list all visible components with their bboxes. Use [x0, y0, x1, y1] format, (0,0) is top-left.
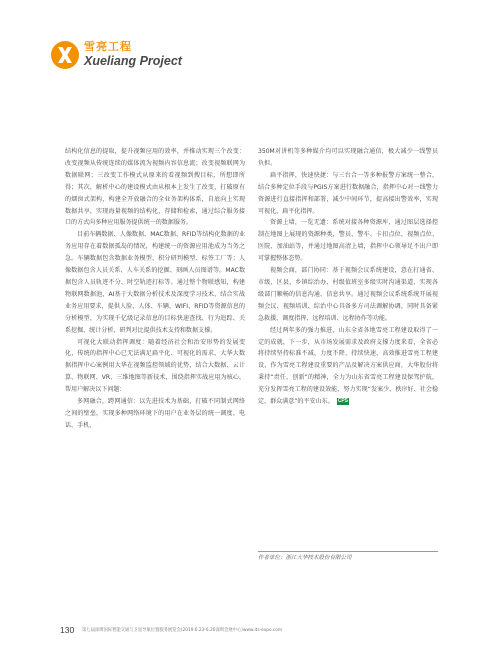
final-paragraph-text: 经过两年多的强力推进，山东全省各地雪亮工程建设取得了一定的成就，下一步，从市场发展需求及政府支撑力度来看，全省必将持续坚持标准不减、力度不降、持续快速、高效推进雪亮工程建设，作为雪亮工程建设重要的产品及解决方案供应商，大华股份将秉持“责任、创新”的精神，全力为山东省雪亮工程建设保驾护航，充分发挥雪亮工程的建设效能，努力实现“发案少、秩序好、社会稳定、群众满意”的平安山东。	[258, 326, 438, 406]
x-logo-icon	[50, 40, 80, 70]
author-divider	[258, 551, 438, 552]
brand-title-en: Xueliang Project	[84, 54, 182, 68]
body-paragraph-final	[258, 325, 438, 408]
right-text-column	[258, 146, 438, 408]
page-number: 130	[60, 625, 75, 635]
body-paragraph: 可视化大联动指挥调度：随着经济社会和治安形势的发展变化，传统的指挥中心已无法满足扁平化、可视化的需求，大华大数据指挥中心案例用大华在视频监控领域的优势，结合大数据、云计算、物联网、VR、三维地图等新技术，围绕指挥实战应用为核心，帮用户解决以下问题：	[65, 338, 245, 394]
body-paragraph: 目前车辆数据、人像数据、MAC数据、RFID等结构化数据的业务应用存在着数据孤岛的情况，构建统一的资源应用池成为当务之急。车辆数据包含数据业务模型、积分研判模型、标签工厂等；人像数据包含人员关系、人车关系的挖掘、刻画人员图谱等。MAC数据包含人员轨迹不分、时空轨迹打标等。通过整个物联感知，构建物联网数据池，AI基于大数据分析技术及深度学习技术，结合实战业务应用要求，提供人脸、人体、车辆、WIFI、RFID等资源信息的分析模型，为实现千亿级记录信息的目标快速查找、行为追踪、关系挖掘、统计分析、研判对比提供技术支持和数据支撑。	[65, 231, 245, 334]
body-paragraph: 350M对讲机等多种媒介均可以实现融合通信，极大减少一线警员负担。	[258, 148, 438, 167]
author-affiliation: 作者单位：浙江大华技术股份有限公司	[258, 555, 352, 561]
body-paragraph: 结构化信息的提取，提升视频应用的效率，并推动实现三个改变：改变视频从传统连续的媒体流为视频内容信息流；改变视频联网为数据联网；三改变工作模式从原来的看视频到搜目标，所想即所得；其次，解析中心的建设模式由从根本上发生了改变，打破原有的烟囱式架构，构建全开放融合的全业务架构体系，自底向上实现数据共享，实现海量视频的结构化、存储和检索，通过综合服务接口的方式向多种应用服务提供统一的数据服务。	[65, 148, 245, 227]
body-paragraph: 资源上墙，一览无遗：系统对接各种资源库，通过图层选择控制在地图上展现的资源种类，警员、警车、卡扣点位、视频点位、医院、加油站等，并通过地图高清上墙，指挥中心领导足不出户即可掌握整体态势。	[258, 219, 438, 263]
body-paragraph: 扁平指挥，快速快捷：与三台合一等多种报警方案统一整合，结合多种定位手段与PGIS方案进行数据融合，指挥中心对一线警力资源进行直接指挥和部署，减少中间环节，提高接出警效率，实现可视化、扁平化指挥。	[258, 171, 438, 215]
left-text-column	[65, 146, 245, 432]
footer-text: 第七届深圳国际智能交通与卫星导航位置服务展览会(2019.6.23-6.26深圳会展中心)www.its-expo.com	[82, 628, 283, 633]
body-paragraph: 视频会商，部门协同：基于视频会议系统建设，意在打通省、市级、区县、乡镇综治办、村级值班室多级实时沟通渠道，实现各级部门顺畅的信息沟通、信息共享。通过视频会议系统系统开展视频会议、视频培训、综治中心具备多方司法调解协调，同时具备紧急救援、调度指挥、远程培训、远程协作等功能。	[258, 267, 438, 322]
brand-title-cn: 雪亮工程	[84, 40, 132, 53]
body-paragraph: 多网融合，跨网通信：以先进技术为基础，打破不同制式网络之间的壁垒，实现多种网络环境下的用户在业务层的统一调度、电话、手机、	[65, 398, 245, 429]
end-mark-badge: CPS	[337, 398, 348, 405]
